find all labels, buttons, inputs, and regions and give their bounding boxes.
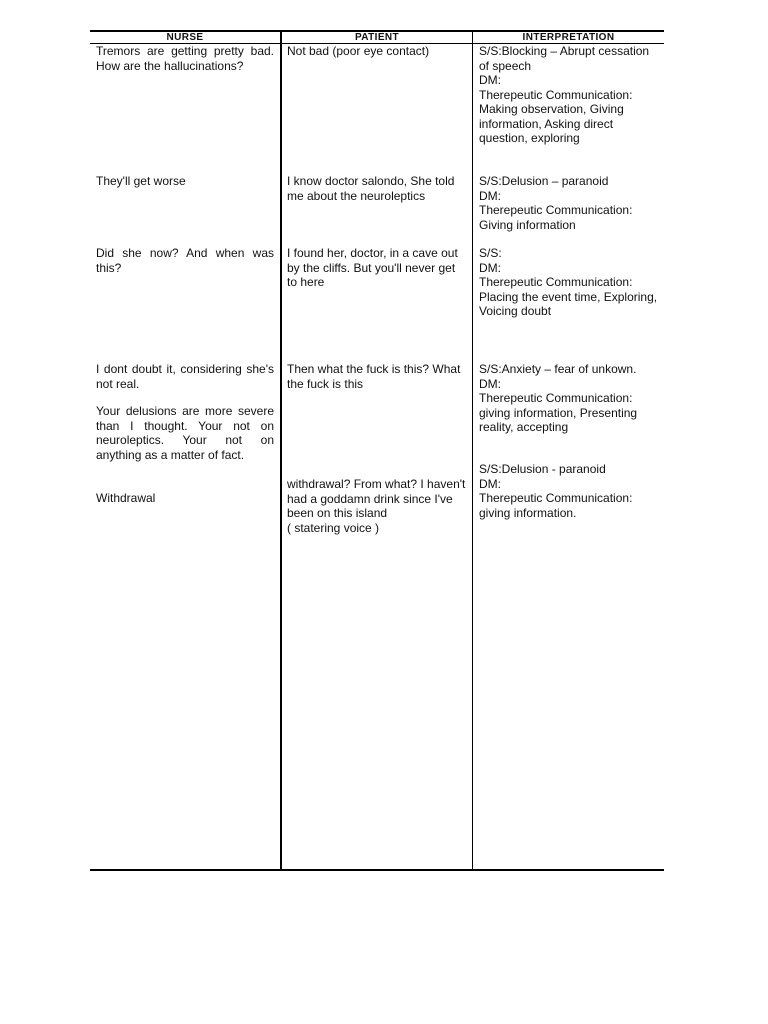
column-divider-1 [280, 30, 282, 870]
nurse-entry: Did she now? And when was this? [96, 246, 274, 275]
patient-entry: I found her, doctor, in a cave out by the cliffs. But you'll never get to here [287, 246, 458, 289]
interpretation-entry: S/S:Blocking – Abrupt cessation of speech DM: Therepeutic Communication: Making observation, Giving information, Asking direct question, exploring [479, 44, 650, 145]
patient-entry: withdrawal? From what? I haven't had a goddamn drink since I've been on this island ( statering voice ) [287, 477, 466, 535]
interpretation-entry: S/S:Delusion – paranoid DM: Therepeutic Communication: Giving information [479, 174, 633, 232]
patient-entry: Then what the fuck is this? What the fuck is this [287, 362, 461, 391]
header-nurse: NURSE [166, 32, 204, 43]
nurse-entry: Tremors are getting pretty bad. How are the hallucinations? [96, 44, 274, 73]
nurse-entry: I dont doubt it, considering she's not real. [96, 362, 274, 391]
nurse-entry: They'll get worse [96, 174, 186, 188]
nurse-entry: Your delusions are more severe than I thought. Your not on neuroleptics. Your not on anything as a matter of fact. [96, 404, 274, 462]
patient-entry: I know doctor salondo, She told me about the neuroleptics [287, 174, 455, 203]
nurse-entry: Withdrawal [96, 491, 156, 505]
interpretation-entry: S/S:Delusion - paranoid DM: Therepeutic Communication: giving information. [479, 462, 633, 520]
table-bottom-border [90, 869, 664, 871]
header-patient: PATIENT [354, 32, 400, 43]
header-interpretation: INTERPRETATION [522, 32, 615, 43]
interpretation-entry: S/S:Anxiety – fear of unkown. DM: Therepeutic Communication: giving information, Presenting reality, accepting [479, 362, 638, 434]
patient-entry: Not bad (poor eye contact) [287, 44, 430, 58]
column-divider-2 [472, 30, 473, 870]
interpretation-entry: S/S: DM: Therepeutic Communication: Placing the event time, Exploring, Voicing doubt [479, 246, 658, 318]
